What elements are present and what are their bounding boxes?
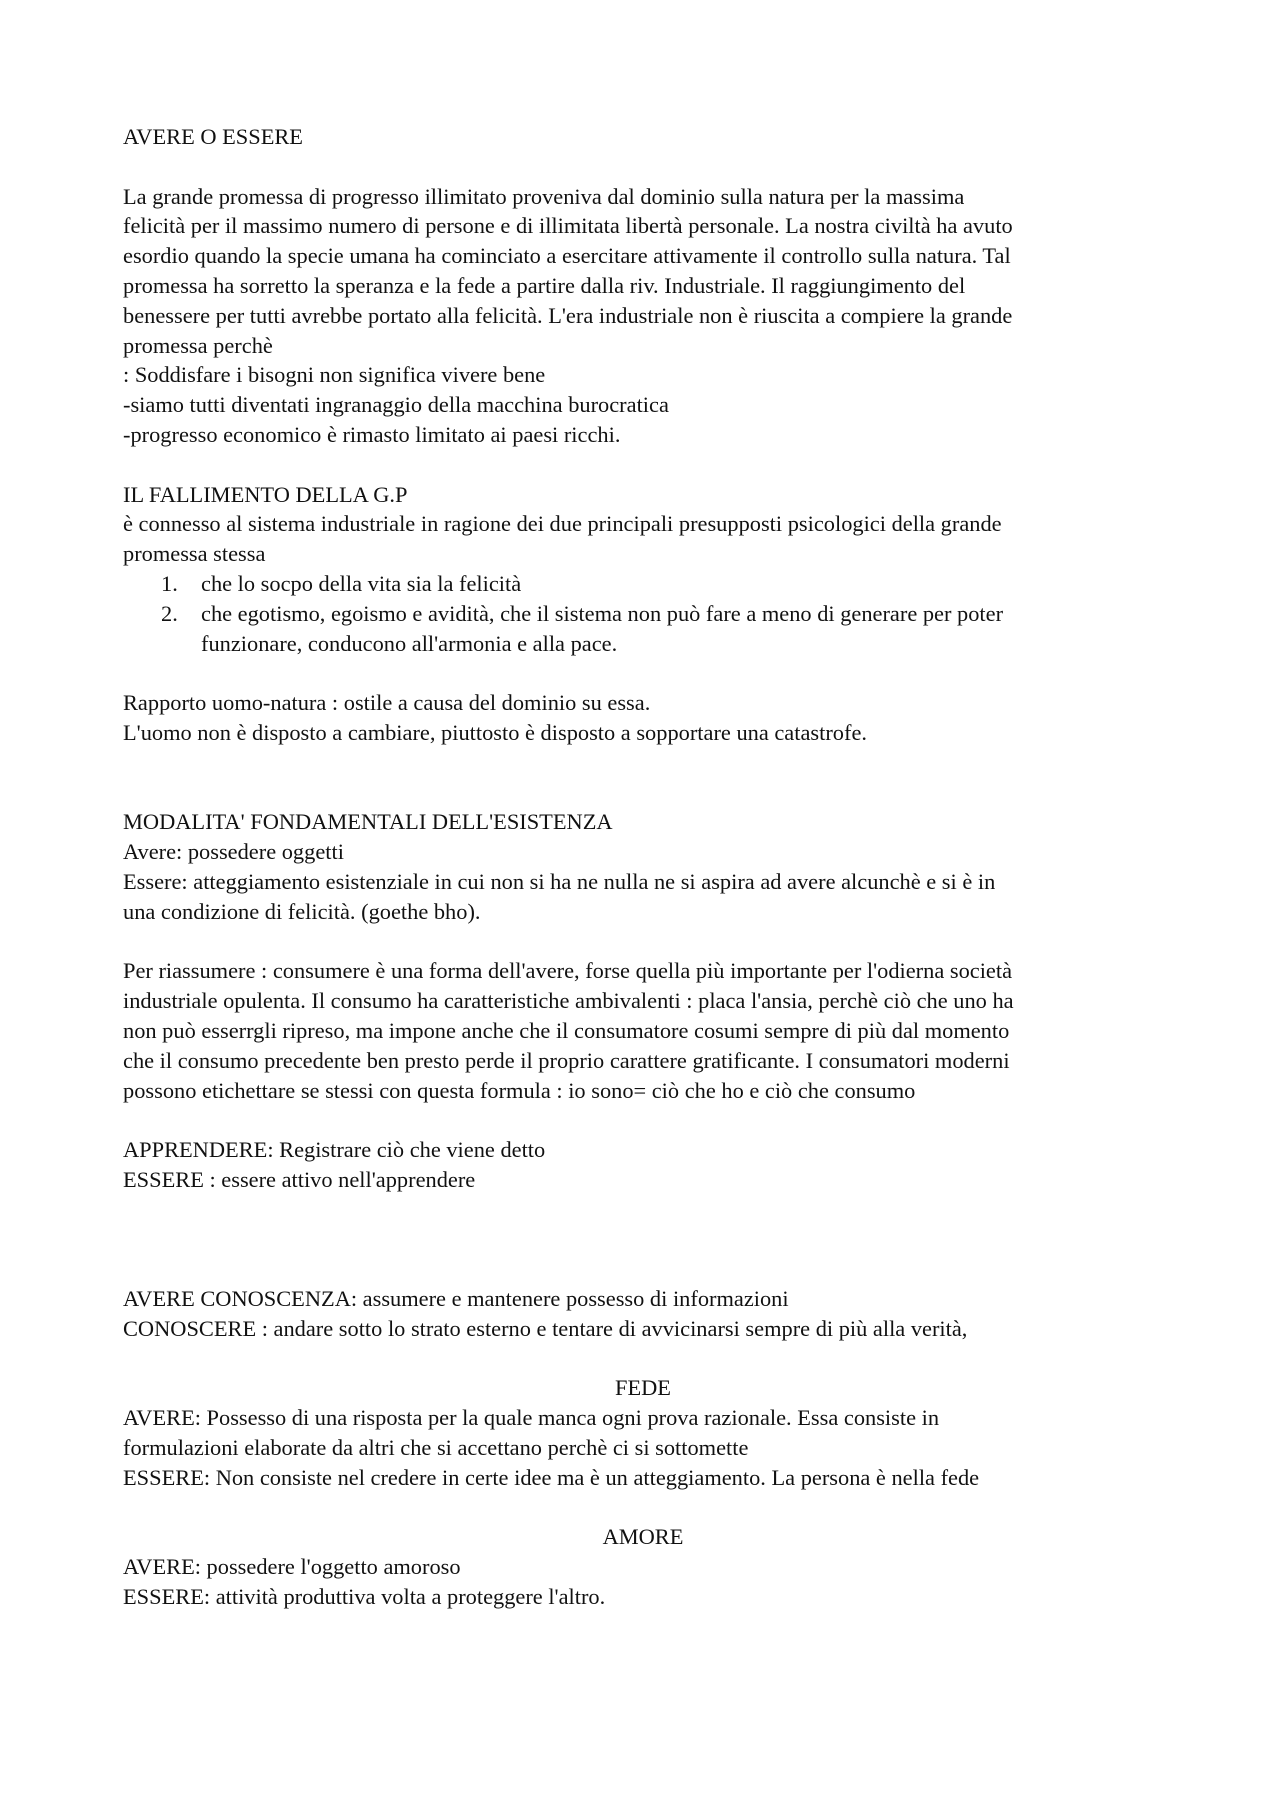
fede-section	[123, 1373, 1163, 1492]
rapporto-paragraph	[123, 688, 1163, 748]
list-item-text: che egotismo, egoismo e avidità, che il sistema non può fare a meno di generare per poter	[201, 600, 1004, 626]
text-line: AVERE CONOSCENZA: assumere e mantenere possesso di informazioni	[123, 1286, 789, 1312]
text-line: promessa ha sorretto la speranza e la fede a partire dalla riv. Industriale. Il raggiungimento del	[123, 272, 966, 298]
text-line: Rapporto uomo-natura : ostile a causa del dominio su essa.	[123, 690, 651, 716]
riassumere-paragraph	[123, 956, 1163, 1105]
list-number: 2.	[161, 600, 178, 626]
spacer	[123, 658, 1163, 688]
modalita-section	[123, 807, 1163, 926]
text-line: ESSERE: attività produttiva volta a proteggere l'altro.	[123, 1584, 606, 1610]
text-line: promessa perchè	[123, 332, 273, 358]
list-number: 1.	[161, 570, 178, 596]
text-line: è connesso al sistema industriale in ragione dei due principali presupposti psicologici della grande	[123, 511, 1002, 537]
text-line: formulazioni elaborate da altri che si accettano perchè ci si sottomette	[123, 1435, 749, 1461]
text-line: CONOSCERE : andare sotto lo strato esterno e tentare di avvicinarsi sempre di più alla verità,	[123, 1315, 968, 1341]
spacer	[123, 1195, 1163, 1284]
text-line: L'uomo non è disposto a cambiare, piuttosto è disposto a sopportare una catastrofe.	[123, 719, 867, 745]
list-item-text: funzionare, conducono all'armonia e alla pace.	[201, 630, 618, 656]
text-line: che il consumo precedente ben presto perde il proprio carattere gratificante. I consumatori moderni	[123, 1047, 1010, 1073]
spacer	[123, 152, 1163, 182]
document-page	[123, 122, 1163, 1612]
text-line: esordio quando la specie umana ha cominciato a esercitare attivamente il controllo sulla natura. Tal	[123, 243, 1011, 269]
section-heading: FEDE	[615, 1375, 671, 1401]
text-line: felicità per il massimo numero di persone e di illimitata libertà personale. La nostra civiltà ha avuto	[123, 213, 1013, 239]
text-line: Essere: atteggiamento esistenziale in cui non si ha ne nulla ne si aspira ad avere alcunchè e si è in	[123, 868, 996, 894]
text-line: La grande promessa di progresso illimitato proveniva dal dominio sulla natura per la massima	[123, 183, 965, 209]
section-heading: AMORE	[602, 1524, 684, 1550]
text-line: AVERE: possedere l'oggetto amoroso	[123, 1554, 461, 1580]
spacer	[123, 1105, 1163, 1135]
text-line: APPRENDERE: Registrare ciò che viene detto	[123, 1137, 546, 1163]
amore-section	[123, 1522, 1163, 1611]
document-title: AVERE O ESSERE	[123, 124, 303, 149]
conoscenza-paragraph	[123, 1284, 1163, 1344]
spacer	[123, 748, 1163, 808]
text-line: industriale opulenta. Il consumo ha caratteristiche ambivalenti : placa l'ansia, perchè ciò che uno ha	[123, 988, 1014, 1014]
section-heading: MODALITA' FONDAMENTALI DELL'ESISTENZA	[123, 809, 613, 835]
text-line: -siamo tutti diventati ingranaggio della macchina burocratica	[123, 392, 669, 418]
text-line: benessere per tutti avrebbe portato alla felicità. L'era industriale non è riuscita a compiere la grande	[123, 302, 1013, 328]
text-line: Per riassumere : consumere è una forma dell'avere, forse quella più importante per l'odierna società	[123, 958, 1013, 984]
text-line: ESSERE: Non consiste nel credere in certe idee ma è un atteggiamento. La persona è nella fede	[123, 1464, 980, 1490]
list-item-text: che lo socpo della vita sia la felicità	[201, 570, 522, 596]
intro-paragraph	[123, 182, 1163, 450]
text-line: non può esserrgli ripreso, ma impone anche che il consumatore cosumi sempre di più dal momento	[123, 1017, 1010, 1043]
text-line: : Soddisfare i bisogni non significa vivere bene	[123, 362, 546, 388]
text-line: Avere: possedere oggetti	[123, 839, 344, 865]
spacer	[123, 450, 1163, 480]
spacer	[123, 1493, 1163, 1523]
text-line: promessa stessa	[123, 541, 266, 567]
fallimento-section	[123, 480, 1163, 659]
text-line: AVERE: Possesso di una risposta per la quale manca ogni prova razionale. Essa consiste in	[123, 1405, 940, 1431]
list-item	[123, 569, 1163, 599]
text-line: una condizione di felicità. (goethe bho).	[123, 898, 481, 924]
list-item	[123, 599, 1163, 659]
spacer	[123, 1344, 1163, 1374]
section-heading: IL FALLIMENTO DELLA G.P	[123, 481, 408, 507]
text-line: possono etichettare se stessi con questa formula : io sono= ciò che ho e ciò che consumo	[123, 1077, 916, 1103]
apprendere-paragraph	[123, 1135, 1163, 1195]
numbered-list	[123, 569, 1163, 658]
spacer	[123, 927, 1163, 957]
text-line: ESSERE : essere attivo nell'apprendere	[123, 1166, 476, 1192]
text-line: -progresso economico è rimasto limitato ai paesi ricchi.	[123, 421, 621, 447]
